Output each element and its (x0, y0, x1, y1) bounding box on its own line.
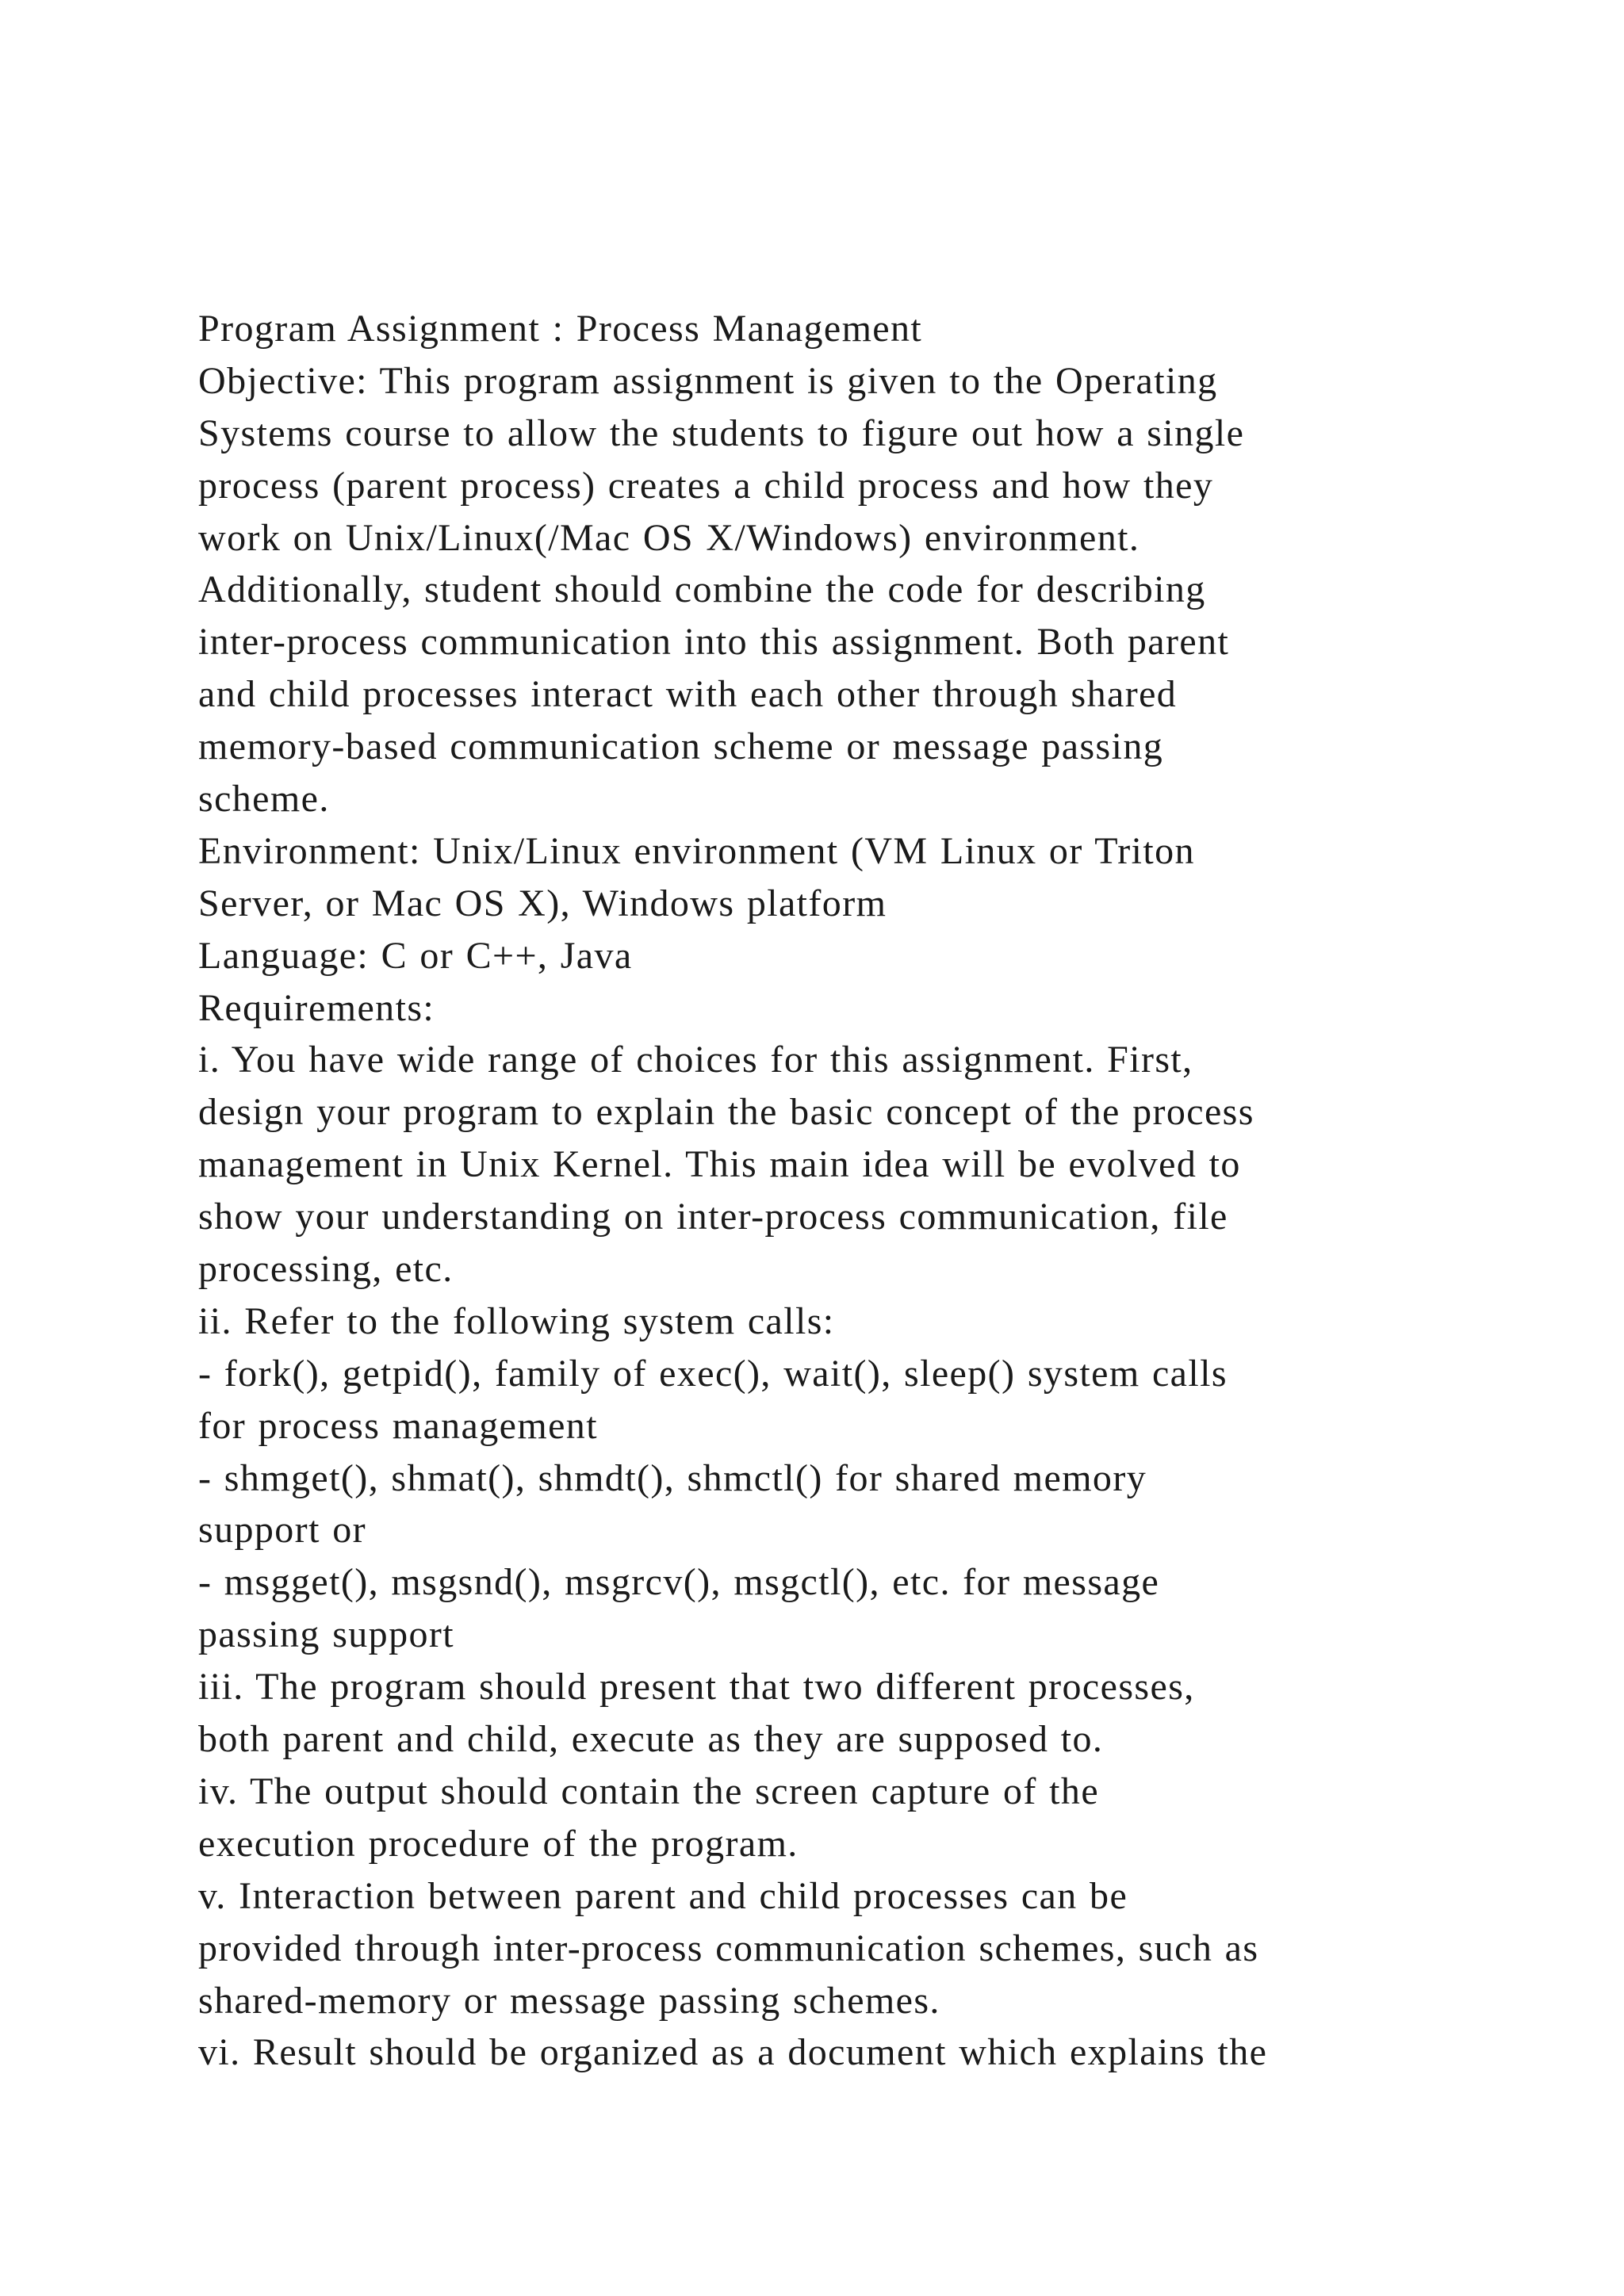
text-line: Systems course to allow the students to figure out how a single (198, 411, 1245, 454)
document-title: Program Assignment : Process Management (198, 308, 923, 350)
requirement-item: iv. The output should contain the screen capture of the (198, 1770, 1100, 1812)
requirements-heading: Requirements: (198, 986, 435, 1029)
text-line: - fork(), getpid(), family of exec(), wait(), sleep() system calls (198, 1352, 1228, 1395)
requirement-item: v. Interaction between parent and child processes can be (198, 1874, 1128, 1917)
text-line: inter-process communication into this assignment. Both parent (198, 621, 1230, 664)
text-line: processing, etc. (198, 1248, 454, 1291)
text-line: both parent and child, execute as they are supposed to. (198, 1718, 1104, 1761)
text-line: support or (198, 1509, 366, 1552)
language-line: Language: C or C++, Java (198, 934, 633, 977)
requirement-item: ii. Refer to the following system calls: (198, 1299, 835, 1342)
text-line: Additionally, student should combine the code for describing (198, 568, 1206, 611)
text-line: design your program to explain the basic concept of the process (198, 1091, 1254, 1134)
text-line: Server, or Mac OS X), Windows platform (198, 882, 887, 924)
text-line: memory-based communication scheme or message passing (198, 725, 1164, 768)
requirement-item: vi. Result should be organized as a document which explains the (198, 2031, 1268, 2074)
text-line: passing support (198, 1613, 454, 1656)
text-line: scheme. (198, 778, 330, 821)
text-line: Objective: This program assignment is given to the Operating (198, 359, 1218, 402)
text-line: execution procedure of the program. (198, 1822, 799, 1865)
text-line: for process management (198, 1404, 598, 1447)
text-line: work on Unix/Linux(/Mac OS X/Windows) environment. (198, 516, 1140, 559)
text-line: show your understanding on inter-process communication, file (198, 1196, 1228, 1238)
text-line: - shmget(), shmat(), shmdt(), shmctl() for shared memory (198, 1456, 1147, 1499)
environment-line: Environment: Unix/Linux environment (VM Linux or Triton (198, 829, 1195, 872)
text-line: - msgget(), msgsnd(), msgrcv(), msgctl(), etc. for message (198, 1561, 1160, 1604)
requirement-item: iii. The program should present that two different processes, (198, 1666, 1195, 1709)
text-line: management in Unix Kernel. This main idea will be evolved to (198, 1143, 1241, 1186)
document-body (198, 303, 1546, 2079)
text-line: shared-memory or message passing schemes. (198, 1979, 940, 2022)
text-line: and child processes interact with each other through shared (198, 673, 1178, 716)
text-line: process (parent process) creates a child process and how they (198, 464, 1214, 507)
text-line: provided through inter-process communication schemes, such as (198, 1927, 1259, 1969)
requirement-item: i. You have wide range of choices for this assignment. First, (198, 1039, 1193, 1081)
